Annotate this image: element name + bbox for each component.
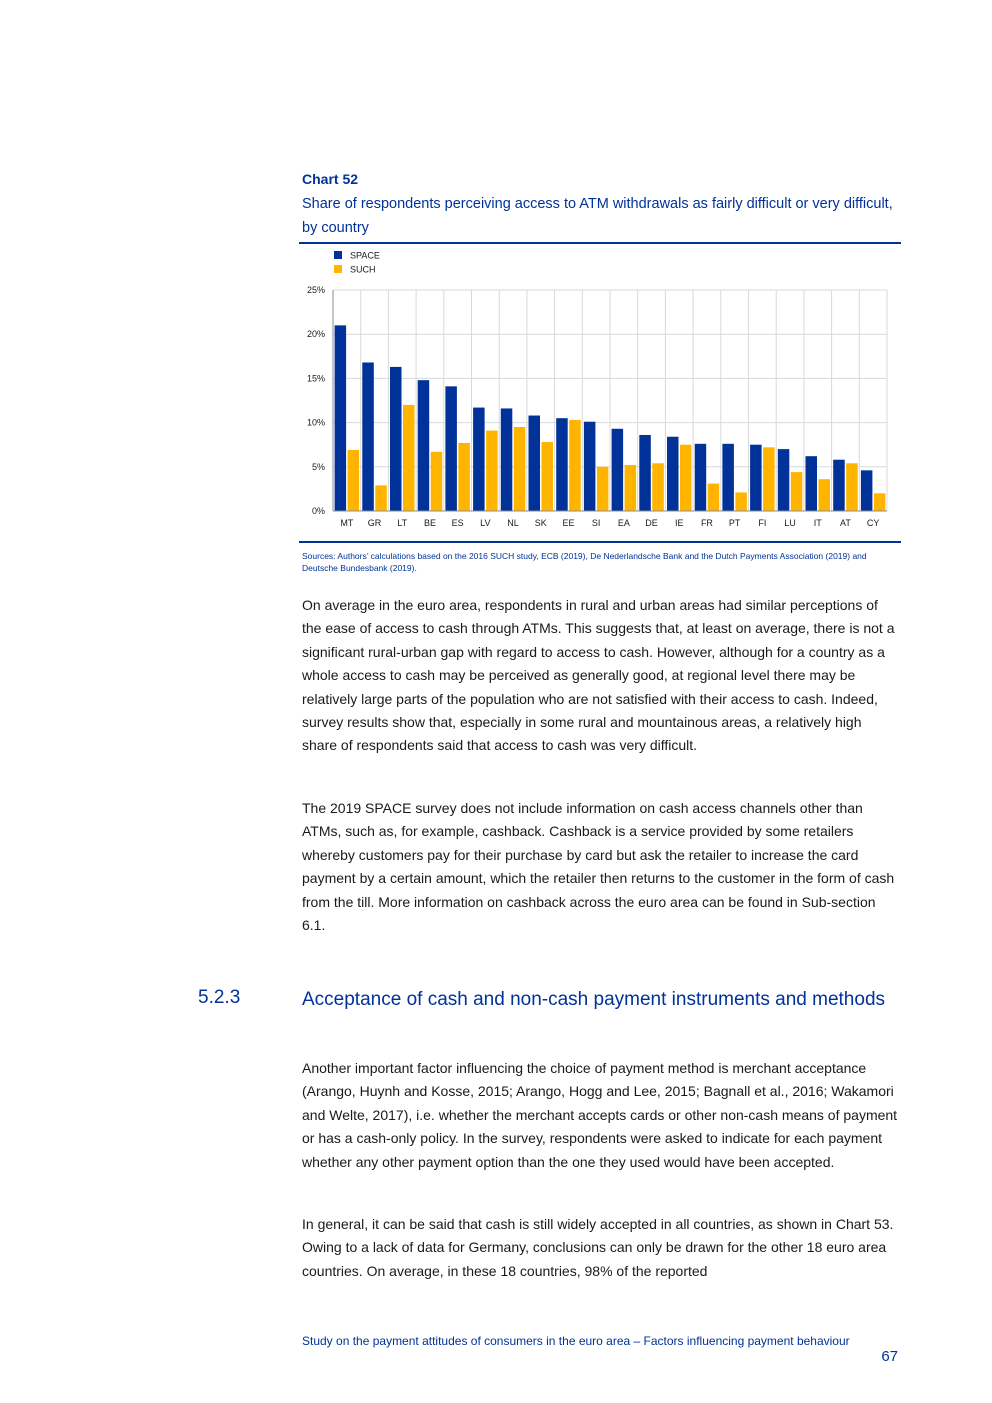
x-tick-label: SK [534,518,547,528]
bar-space-cy [861,470,873,511]
bar-space-lt [390,367,402,511]
chart-label: Chart 52 [302,171,359,187]
bar-such-mt [348,450,360,511]
chart-top-rule [299,242,901,244]
x-tick-label: FR [700,518,713,528]
x-tick-label: ES [451,518,464,528]
bar-such-de [652,463,664,511]
x-tick-label: AT [840,518,851,528]
bar-space-gr [362,362,374,511]
bar-chart [299,246,901,538]
bar-space-fr [695,444,707,511]
y-tick-label: 5% [311,461,325,472]
body-paragraph-1: On average in the euro area, respondents in rural and urban areas had similar perceptions of the ease of access to cash through ATMs. This suggests that, at least on average, there is not a significant rural-urban gap with regard to access to cash. However, although for a country as a whole access to cash may be perceived as generally good, at regional level there may be relatively large parts of the population who are not satisfied with their access to cash. Indeed, survey results show that, especially in some rural and mountainous areas, a relatively high share of respondents said that access to cash was very difficult. [302,597,895,754]
bar-such-fr [708,484,720,511]
bar-space-ie [667,437,679,511]
chart-grid [333,290,887,511]
bar-space-ea [612,429,624,511]
section-number: 5.2.3 [198,987,241,1008]
y-tick-label: 10% [306,417,325,428]
legend-swatch-such [334,265,342,273]
x-tick-label: NL [507,518,519,528]
x-tick-label: BE [423,518,436,528]
x-tick-label: LU [784,518,796,528]
bar-space-pt [722,444,734,511]
bar-space-nl [501,408,513,511]
x-tick-label: IT [813,518,822,528]
chart-legend [334,251,380,275]
section-title: Acceptance of cash and non-cash payment instruments and methods [302,989,886,1010]
footer-title: Study on the payment attitudes of consumers in the euro area – Factors influencing payment behaviour [302,1334,850,1348]
bar-such-sk [542,442,554,511]
bar-space-es [445,386,457,511]
x-tick-label: DE [645,518,658,528]
bar-such-ie [680,445,692,511]
body-paragraph-4: In general, it can be said that cash is still widely accepted in all countries, as shown in Chart 53. Owing to a lack of data for Germany, conclusions can only be drawn for the other 18 euro area countries. On average, in these 18 countries, 98% of the reported [302,1216,894,1279]
x-tick-label: LV [480,518,491,528]
bar-such-si [597,467,609,511]
bar-such-lt [403,405,415,511]
chart-bottom-rule [299,541,901,543]
bar-space-ee [556,418,568,511]
bar-such-ee [569,420,581,511]
bar-such-be [431,452,443,511]
y-tick-label: 0% [311,506,325,516]
bar-space-lv [473,408,485,511]
legend-label-space: SPACE [350,250,380,261]
bar-such-lv [486,431,498,511]
chart-title: Share of respondents perceiving access to ATM withdrawals as fairly difficult or very difficult, by country [302,196,893,236]
bar-space-lu [778,449,790,511]
legend-label-such: SUCH [350,264,376,275]
y-tick-label: 25% [306,285,325,295]
bar-space-de [639,435,651,511]
bar-such-es [458,443,470,511]
x-tick-label: GR [367,518,382,528]
bar-such-fi [763,447,775,511]
bar-space-fi [750,445,762,511]
bar-such-cy [874,493,886,511]
bar-space-si [584,422,596,511]
bar-such-gr [375,485,387,511]
bar-space-mt [335,325,347,511]
x-tick-label: PT [728,518,741,528]
bar-such-at [846,463,858,511]
bar-such-pt [735,492,747,511]
y-tick-label: 20% [306,329,325,340]
bar-such-nl [514,427,526,511]
body-paragraph-2: The 2019 SPACE survey does not include information on cash access channels other than ATMs, such as, for example, cashback. Cashback is a service provided by some retailers whereby customers pay for their purchase by card but ask the retailer to increase the card payment by a certain amount, which the retailer then returns to the customer in the form of cash from the till. More information on cashback across the euro area can be found in Sub-section 6.1. [302,800,895,934]
bar-such-ea [625,465,637,511]
x-tick-label: CY [866,518,880,528]
x-tick-label: FI [758,518,767,528]
x-tick-label: EE [562,518,575,528]
bar-such-it [819,479,831,511]
x-tick-label: EA [617,518,630,528]
bar-such-lu [791,472,803,511]
x-tick-label: MT [340,518,354,528]
x-tick-label: SI [591,518,601,528]
bar-space-sk [529,416,541,511]
legend-swatch-space [334,251,342,259]
bar-space-be [418,380,430,511]
x-tick-label: IE [674,518,684,528]
page-number: 67 [881,1348,898,1365]
bar-space-it [806,456,818,511]
y-tick-label: 15% [306,373,325,384]
x-tick-label: LT [397,518,408,528]
bar-space-at [833,460,845,511]
body-paragraph-3: Another important factor influencing the choice of payment method is merchant acceptance (Arango, Huynh and Kosse, 2015; Arango, Hogg and Lee, 2015; Bagnall et al., 2016; Wakamori and Welte, 2017), i.e. whether the merchant accepts cards or other non-cash means of payment or has a cash-only policy. In the survey, respondents were asked to indicate for each payment whether any other payment option than the one they used would have been accepted. [302,1060,898,1170]
chart-sources: Sources: Authors’ calculations based on the 2016 SUCH study, ECB (2019), De Nederlandsche Bank and the Dutch Payments Association (2019) and Deutsche Bundesbank (2019). [302,551,867,573]
